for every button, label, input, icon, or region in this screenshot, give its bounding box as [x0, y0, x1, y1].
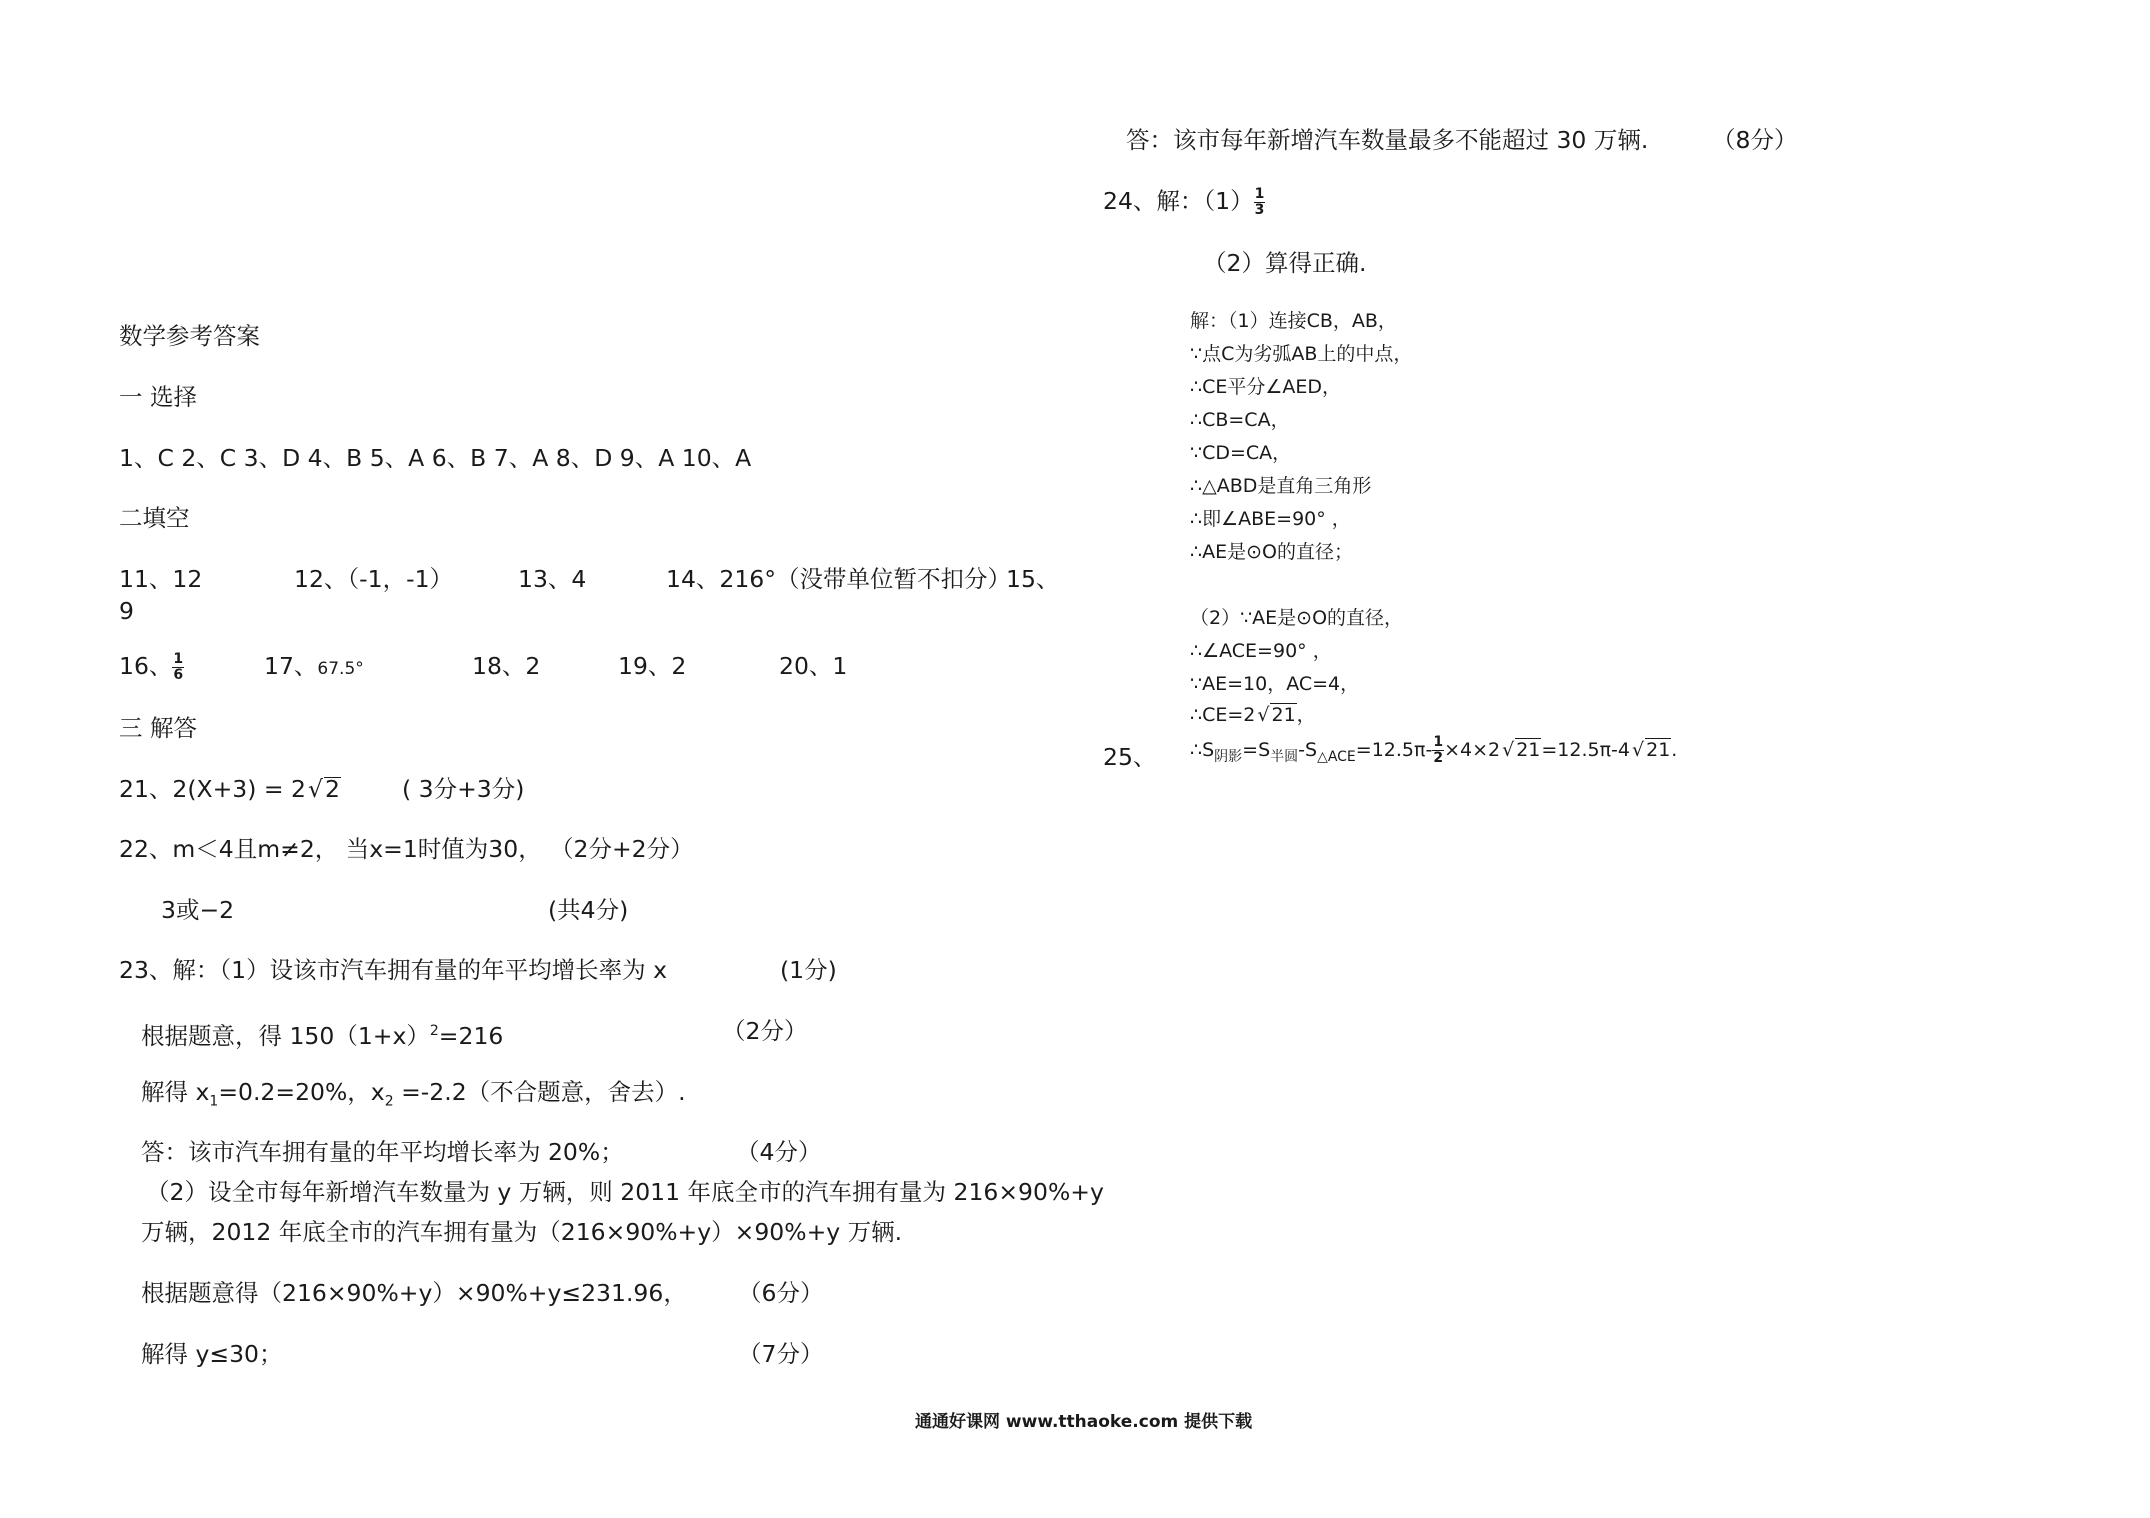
- sqrt-sign: √: [308, 775, 323, 803]
- answer-21-expr: 21、2(X+3) = 2: [119, 775, 307, 803]
- solution-line-8: ∴AE是⊙O的直径；: [1190, 541, 1353, 563]
- solution-line-13-d: =12.5π-: [1355, 739, 1433, 761]
- fraction: [1254, 187, 1266, 218]
- answer-23-step8: 解得 y≤30；: [141, 1340, 283, 1368]
- answer-24-label: 24、解：（1）: [1103, 187, 1254, 215]
- answer-23-score8: （8分）: [1712, 126, 1798, 154]
- fraction-denominator: 6: [173, 667, 184, 683]
- solution-line-7: ∴即∠ABE=90° ，: [1190, 508, 1351, 530]
- answer-23-step5: （2）设全市每年新增汽车数量为 y 万辆，则 2011 年底全市的汽车拥有量为 216×90%+y: [146, 1178, 1104, 1206]
- solution-line-13-c: -S: [1298, 739, 1318, 761]
- answer-15-value: 9: [119, 597, 134, 625]
- answer-23-step7: 根据题意得（216×90%+y）×90%+y≤231.96，: [141, 1279, 687, 1307]
- sqrt-radicand: 21: [1646, 739, 1671, 761]
- solution-line-13-e: ×4×2: [1444, 739, 1501, 761]
- answer-12: 12、（-1，-1）: [294, 565, 454, 593]
- answer-16: [119, 651, 184, 683]
- fraction-numerator: 1: [173, 651, 184, 667]
- answer-23-score4: （4分）: [736, 1138, 822, 1166]
- fraction-numerator: 1: [1433, 734, 1444, 750]
- solution-line-10: ∴∠ACE=90° ，: [1190, 640, 1332, 662]
- answer-24: [1103, 186, 1265, 218]
- page-title: 数学参考答案: [119, 322, 260, 350]
- solution-line-2: ∵点C为劣弧AB上的中点，: [1190, 343, 1413, 365]
- fraction-numerator: 1: [1254, 186, 1265, 202]
- answer-23-step3-a: 解得 x: [141, 1078, 210, 1106]
- fraction: [1432, 735, 1444, 766]
- answer-23-step4: 答：该市汽车拥有量的年平均增长率为 20%；: [141, 1138, 624, 1166]
- answer-22b-score: (共4分): [548, 896, 629, 924]
- fraction: [172, 652, 184, 683]
- answer-15-label: 15、: [1006, 565, 1060, 593]
- answer-23-score6: （6分）: [738, 1279, 824, 1307]
- answer-16-label: 16、: [119, 652, 173, 680]
- solution-line-11: ∵AE=10，AC=4，: [1190, 673, 1360, 695]
- answer-25-label: 25、: [1103, 743, 1157, 771]
- answer-21-score: ( 3分+3分): [402, 775, 525, 803]
- answer-17-value: 67.5°: [317, 659, 364, 679]
- solution-line-4: ∴CB=CA，: [1190, 409, 1290, 431]
- answer-23-conclusion: 答：该市每年新增汽车数量最多不能超过 30 万辆.: [1126, 126, 1649, 154]
- solution-line-13-g: .: [1671, 739, 1678, 761]
- subscript-2: 2: [384, 1093, 394, 1110]
- answer-14: 14、216°（没带单位暂不扣分）: [666, 565, 1012, 593]
- solution-line-12-a: ∴CE=2: [1190, 704, 1256, 726]
- solution-line-9: （2）∵AE是⊙O的直径，: [1190, 607, 1404, 629]
- section-choice: 一 选择: [119, 383, 197, 411]
- fraction-denominator: 2: [1433, 750, 1444, 766]
- superscript: 2: [429, 1023, 439, 1039]
- answer-23-step2-text: 根据题意，得 150（1+x）: [141, 1021, 430, 1050]
- answer-23-step3-c: =-2.2（不合题意，舍去）.: [393, 1078, 686, 1106]
- choice-answers: 1、C 2、C 3、D 4、B 5、A 6、B 7、A 8、D 9、A 10、A: [119, 444, 752, 472]
- answer-23-score7: （7分）: [738, 1340, 824, 1368]
- sqrt-sign: √: [1257, 704, 1270, 726]
- answer-23-step1: 23、解：（1）设该市汽车拥有量的年平均增长率为 x: [119, 956, 667, 984]
- section-solve: 三 解答: [119, 714, 197, 742]
- page-footer: 通通好课网 www.tthaoke.com 提供下载: [915, 1412, 1253, 1432]
- sqrt-sign: √: [1502, 739, 1515, 761]
- solution-line-3: ∴CE平分∠AED，: [1190, 376, 1342, 398]
- solution-line-13-b: =S: [1242, 739, 1271, 761]
- answer-21: [119, 774, 341, 804]
- solution-line-13: [1190, 735, 1677, 770]
- section-fill: 二填空: [119, 504, 190, 532]
- answer-23-step3: [141, 1077, 686, 1117]
- solution-line-13-a: ∴S: [1190, 739, 1215, 761]
- solution-line-5: ∵CD=CA，: [1190, 442, 1292, 464]
- sqrt-radicand: 21: [1271, 704, 1296, 726]
- solution-line-13-f: =12.5π-4: [1541, 739, 1630, 761]
- solution-line-6: ∴△ABD是直角三角形: [1190, 475, 1372, 497]
- answer-22-score: （2分+2分）: [550, 835, 694, 863]
- solution-line-1: 解：（1）连接CB，AB，: [1190, 310, 1397, 332]
- answer-23-step6: 万辆，2012 年底全市的汽车拥有量为（216×90%+y）×90%+y 万辆.: [141, 1218, 903, 1246]
- subscript-1: 1: [209, 1093, 219, 1110]
- answer-23-step3-b: =0.2=20%，x: [218, 1078, 385, 1106]
- answer-22: 22、m＜4且m≠2， 当x=1时值为30，: [119, 835, 542, 863]
- answer-17: [264, 651, 364, 684]
- subscript: 半圆: [1270, 748, 1299, 765]
- answer-13: 13、4: [518, 565, 587, 593]
- answer-23-step2-rest: =216: [438, 1021, 504, 1050]
- sqrt-radicand: 21: [1516, 739, 1541, 761]
- sqrt-radicand: 2: [325, 775, 340, 803]
- answer-23-step2: [141, 1016, 503, 1051]
- subscript: 阴影: [1214, 748, 1243, 765]
- solution-line-12: [1190, 702, 1316, 728]
- answer-11: 11、12: [119, 565, 203, 593]
- answer-17-label: 17、: [264, 652, 318, 680]
- answer-23-score1: (1分): [780, 956, 837, 984]
- answer-18: 18、2: [472, 652, 541, 680]
- answer-23-score2: （2分）: [722, 1017, 808, 1045]
- answer-22-values: 3或−2: [161, 896, 235, 924]
- fraction-denominator: 3: [1254, 202, 1265, 218]
- answer-24-step2: （2）算得正确.: [1203, 249, 1367, 277]
- solution-line-12-b: ，: [1296, 704, 1316, 726]
- answer-19: 19、2: [618, 652, 687, 680]
- sqrt-sign: √: [1632, 739, 1645, 761]
- subscript: △ACE: [1317, 748, 1356, 765]
- answer-20: 20、1: [779, 652, 848, 680]
